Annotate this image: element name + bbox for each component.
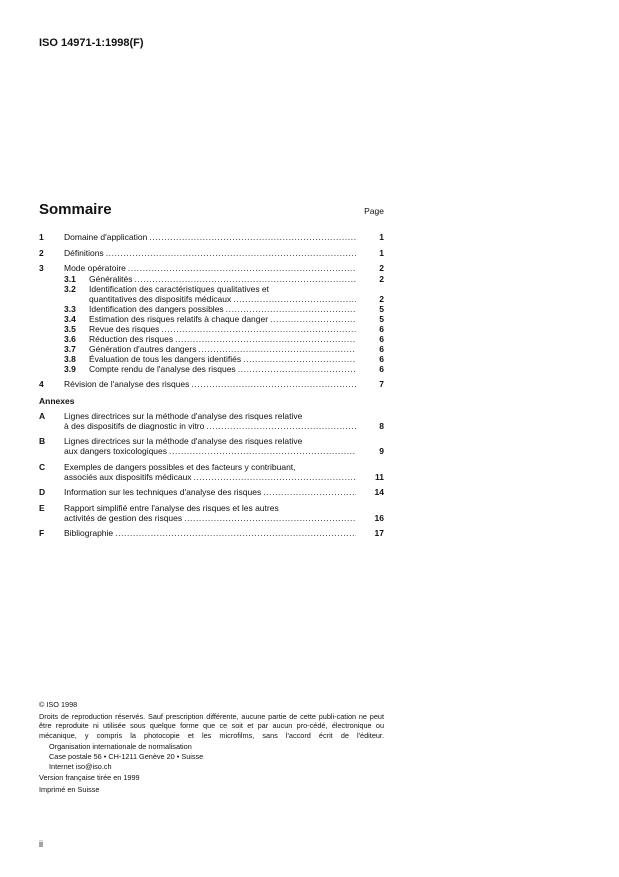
toc-entry-number: 1 <box>39 232 44 242</box>
toc-subentry[interactable] <box>39 334 384 344</box>
toc-annex-entry[interactable] <box>39 411 384 432</box>
page-number: ii <box>39 839 43 849</box>
toc-entry-number: 3.5 <box>64 324 76 334</box>
annex-title: Information sur les techniques d'analyse des risques <box>64 487 262 497</box>
toc-subentry[interactable] <box>39 284 384 305</box>
toc-entry-title: Génération d'autres dangers <box>89 344 197 354</box>
annex-title-line1: Lignes directrices sur la méthode d'analyse des risques relative <box>64 410 303 421</box>
toc-subentry[interactable] <box>39 364 384 374</box>
toc-entry-number: 3.4 <box>64 314 76 324</box>
publisher-internet: Internet iso@iso.ch <box>49 761 112 771</box>
toc-entry[interactable] <box>39 379 384 390</box>
toc-annex-entry[interactable] <box>39 487 384 498</box>
toc-entry-title: Domaine d'application <box>64 232 148 242</box>
toc-entry-number: 3.8 <box>64 354 76 364</box>
toc-subentry[interactable] <box>39 354 384 364</box>
toc-entry-title-line2: quantitatives des dispositifs médicaux <box>89 293 232 304</box>
toc-entry[interactable] <box>39 248 384 259</box>
toc-entry-number: 3.6 <box>64 334 76 344</box>
toc-entry-page: 6 <box>379 324 384 334</box>
toc-entry-number: 3.2 <box>64 283 76 294</box>
toc-entry-page: 2 <box>379 273 384 284</box>
annex-page: 9 <box>379 446 384 457</box>
publisher-name: Organisation internationale de normalisation <box>49 742 192 752</box>
annex-letter: B <box>39 436 46 446</box>
toc-subentry[interactable] <box>39 314 384 324</box>
toc-entry-page: 5 <box>379 304 384 314</box>
toc-entry-title: Mode opératoire <box>64 263 126 273</box>
annex-page: 8 <box>379 420 384 431</box>
annexes-heading: Annexes <box>39 395 75 406</box>
printed-note: Imprimé en Suisse <box>39 784 100 794</box>
annex-title-line2: aux dangers toxicologiques <box>64 446 168 457</box>
table-of-contents <box>39 232 384 539</box>
toc-entry-title: Revue des risques <box>89 324 160 334</box>
toc-entry-title-line1: Identification des caractéristiques qualitatives et <box>89 283 270 294</box>
toc-entry-title: Généralités <box>89 273 133 284</box>
toc-entry-page: 6 <box>379 334 384 344</box>
toc-entry-page: 5 <box>379 314 384 324</box>
annex-title: Bibliographie <box>64 528 114 538</box>
toc-entry-page: 6 <box>379 344 384 354</box>
toc-entry-page: 2 <box>379 263 384 273</box>
annex-letter: A <box>39 410 46 421</box>
annex-page: 16 <box>374 512 384 523</box>
toc-annex-entry[interactable] <box>39 436 384 457</box>
annex-title-line1: Exemples de dangers possibles et des facteurs y contribuant, <box>64 461 296 472</box>
annex-title-line2: activités de gestion des risques <box>64 512 183 523</box>
toc-annex-entry[interactable] <box>39 503 384 524</box>
annex-title-line2: associés aux dispositifs médicaux <box>64 471 192 482</box>
toc-entry-title: Révision de l'analyse des risques <box>64 379 190 389</box>
annex-letter: D <box>39 487 46 497</box>
toc-entry-title: Identification des dangers possibles <box>89 304 224 314</box>
copyright-notice <box>39 700 384 794</box>
annex-page: 17 <box>374 528 384 538</box>
toc-title-row <box>39 201 384 221</box>
annex-page: 11 <box>375 471 384 482</box>
toc-entry-page: 1 <box>379 247 384 258</box>
annex-title-line1: Lignes directrices sur la méthode d'analyse des risques relative <box>64 436 303 446</box>
document-header: ISO 14971-1:1998(F) <box>39 37 144 49</box>
annex-letter: C <box>39 461 46 472</box>
toc-subentry[interactable] <box>39 274 384 284</box>
annex-letter: E <box>39 502 45 513</box>
toc-entry-number: 2 <box>39 247 44 258</box>
toc-entry-title: Estimation des risques relatifs à chaque danger <box>89 314 269 324</box>
toc-annex-entry[interactable] <box>39 528 384 539</box>
toc-entry-number: 3.9 <box>64 364 76 374</box>
toc-annex-entry[interactable] <box>39 462 384 483</box>
publisher-address: Case postale 56 • CH-1211 Genève 20 • Suisse <box>49 751 204 761</box>
toc-entry-page: 2 <box>379 293 384 304</box>
toc-entry-title: Définitions <box>64 247 104 258</box>
toc-entry-number: 3 <box>39 263 44 273</box>
toc-entry-page: 1 <box>379 232 384 242</box>
toc-entry-page: 6 <box>379 354 384 364</box>
toc-entry-number: 3.3 <box>64 304 76 314</box>
toc-entry[interactable] <box>39 232 384 243</box>
annex-letter: F <box>39 528 45 538</box>
annex-title-line1: Rapport simplifié entre l'analyse des risques et les autres <box>64 502 279 513</box>
copyright-rights: Droits de reproduction réservés. Sauf prescription différente, aucune partie de cette publi-cation ne peut être reproduite ni utilisée sous quelque forme que ce soit et par aucun pro-cédé, électronique ou mécanique, y compris la photocopie et les microfilms, sans l'accord écrit de l'éditeur. <box>39 711 384 740</box>
toc-entry-title: Réduction des risques <box>89 334 174 344</box>
toc-entry-title: Compte rendu de l'analyse des risques <box>89 364 236 374</box>
annex-page: 14 <box>374 487 384 497</box>
toc-subentry[interactable] <box>39 304 384 314</box>
toc-title: Sommaire <box>39 201 112 218</box>
toc-entry-number: 4 <box>39 379 44 389</box>
toc-entry-number: 3.1 <box>64 273 76 284</box>
annex-title-line2: à des dispositifs de diagnostic in vitro <box>64 420 205 431</box>
toc-page-label: Page <box>364 206 384 216</box>
toc-entry[interactable] <box>39 263 384 274</box>
toc-entry-number: 3.7 <box>64 344 76 354</box>
toc-subentry[interactable] <box>39 344 384 354</box>
toc-entry-page: 6 <box>379 364 384 374</box>
copyright-year: © ISO 1998 <box>39 700 78 709</box>
toc-subentry[interactable] <box>39 324 384 334</box>
version-note: Version française tirée en 1999 <box>39 773 140 783</box>
toc-entry-title: Évaluation de tous les dangers identifiés <box>89 354 242 364</box>
toc-entry-page: 7 <box>379 379 384 389</box>
